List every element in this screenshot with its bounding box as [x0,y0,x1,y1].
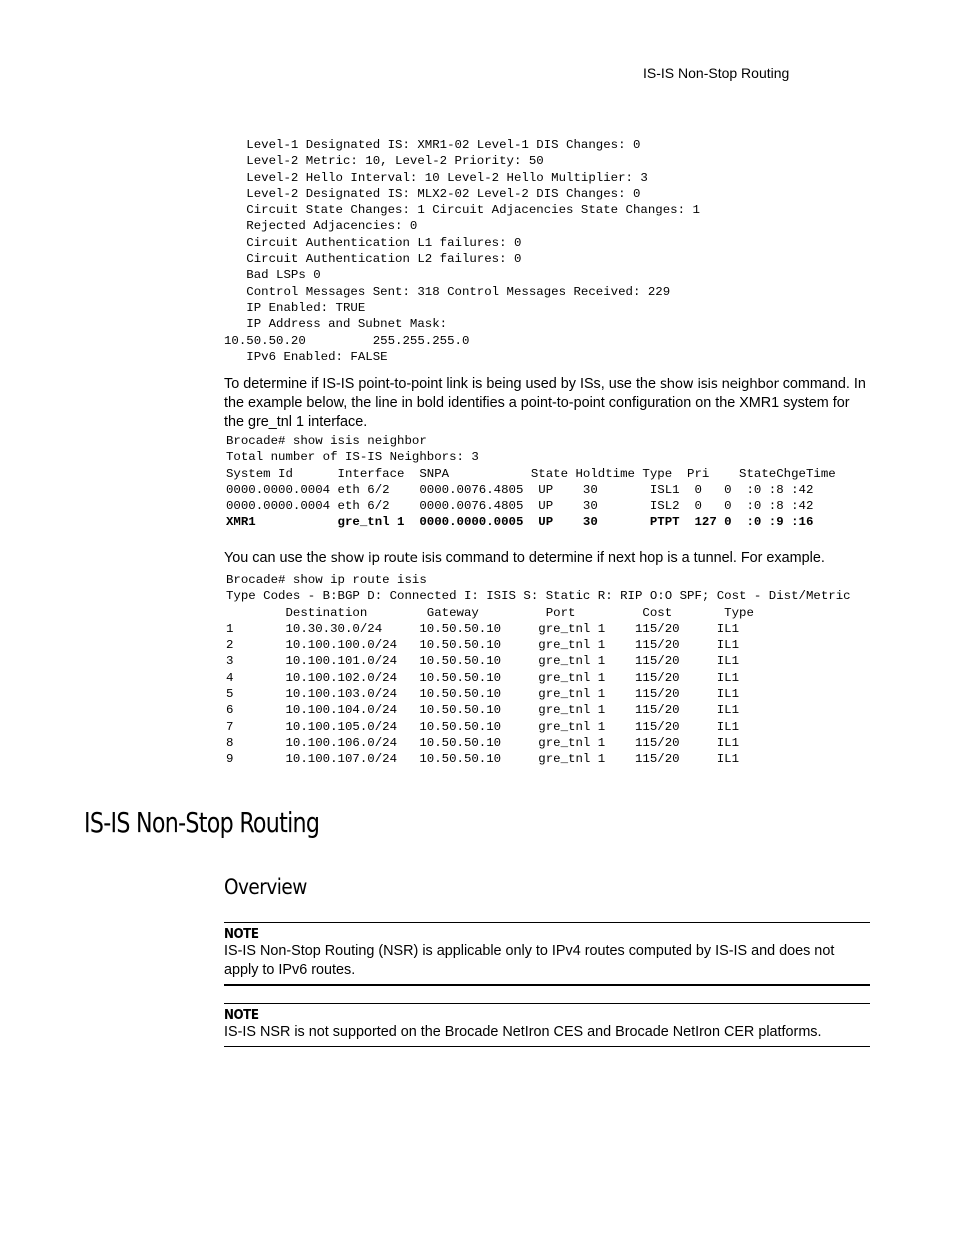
code-line: Level-1 Designated IS: XMR1-02 Level-1 DIS Changes: 0 [224,138,641,152]
code-line: Destination Gateway Port Cost Type [226,605,754,620]
code-line: IPv6 Enabled: FALSE [224,349,388,364]
code-line: IP Enabled: TRUE [224,300,366,315]
code-line: Brocade# show ip route isis [226,573,427,587]
paragraph-text: To determine if IS-IS point-to-point link is being used by ISs, use the [224,376,660,392]
running-header: IS-IS Non-Stop Routing [643,65,790,81]
note-box [224,922,870,986]
paragraph-text: You can use the [224,550,331,566]
note-box [224,1003,870,1047]
code-line: Circuit Authentication L1 failures: 0 [224,235,522,250]
paragraph-text: command. In the example below, the line in bold identifies a point-to-point configuration on the XMR1 system for the gre_tnl 1 interface. [224,376,866,430]
code-line: Brocade# show isis neighbor [226,434,427,448]
subsection-heading: Overview [224,875,307,899]
note-text: IS-IS NSR is not supported on the Brocade NetIron CES and Brocade NetIron CER platforms. [224,1024,822,1040]
code-line: 5 10.100.103.0/24 10.50.50.10 gre_tnl 1 115/20 IL1 [226,687,740,702]
code-line: Level-2 Metric: 10, Level-2 Priority: 50 [224,154,544,169]
note-label: NOTE [224,926,259,942]
code-line-bold: XMR1 gre_tnl 1 0000.0000.0005 UP 30 PTPT 127 0 :0 :9 :16 [226,515,814,530]
interface-output-block [224,137,700,365]
note-label: NOTE [224,1007,259,1023]
code-line: 4 10.100.102.0/24 10.50.50.10 gre_tnl 1 115/20 IL1 [226,670,740,685]
code-line: 10.50.50.20 255.255.255.0 [224,333,470,348]
code-line: Total number of IS-IS Neighbors: 3 [226,450,479,465]
code-line: Level-2 Designated IS: MLX2-02 Level-2 DIS Changes: 0 [224,186,641,201]
code-line: 7 10.100.105.0/24 10.50.50.10 gre_tnl 1 115/20 IL1 [226,719,740,734]
neighbor-output-block [226,433,836,531]
code-line: 0000.0000.0004 eth 6/2 0000.0076.4805 UP 30 ISL1 0 0 :0 :8 :42 [226,482,814,497]
paragraph-route-intro [224,549,870,568]
code-line: IP Address and Subnet Mask: [224,317,448,332]
code-line: Rejected Adjacencies: 0 [224,219,418,234]
code-line: Control Messages Sent: 318 Control Messages Received: 229 [224,284,671,299]
code-line: Bad LSPs 0 [224,268,321,283]
code-line: 0000.0000.0004 eth 6/2 0000.0076.4805 UP 30 ISL2 0 0 :0 :8 :42 [226,499,814,514]
code-line: Circuit Authentication L2 failures: 0 [224,252,522,267]
code-line: 1 10.30.30.0/24 10.50.50.10 gre_tnl 1 115/20 IL1 [226,621,740,636]
code-line: Level-2 Hello Interval: 10 Level-2 Hello Multiplier: 3 [224,170,648,185]
code-line: Type Codes - B:BGP D: Connected I: ISIS S: Static R: RIP O:O SPF; Cost - Dist/Metric [226,589,851,604]
code-line: Circuit State Changes: 1 Circuit Adjacencies State Changes: 1 [224,203,700,218]
code-line: 3 10.100.101.0/24 10.50.50.10 gre_tnl 1 115/20 IL1 [226,654,740,669]
paragraph-text: command to determine if next hop is a tunnel. For example. [441,550,825,566]
code-line: 8 10.100.106.0/24 10.50.50.10 gre_tnl 1 115/20 IL1 [226,735,740,750]
paragraph-neighbor-intro [224,375,870,432]
command-show-isis-neighbor: show isis neighbor [659,377,779,392]
code-line: 9 10.100.107.0/24 10.50.50.10 gre_tnl 1 115/20 IL1 [226,752,740,767]
code-line: System Id Interface SNPA State Holdtime Type Pri StateChgeTime [226,466,836,481]
route-output-block [226,572,851,768]
section-heading: IS-IS Non-Stop Routing [84,806,320,839]
command-show-ip-route-isis: show ip route isis [330,551,442,566]
note-text: IS-IS Non-Stop Routing (NSR) is applicable only to IPv4 routes computed by IS-IS and does not apply to IPv6 routes. [224,943,835,978]
code-line: 2 10.100.100.0/24 10.50.50.10 gre_tnl 1 115/20 IL1 [226,638,740,653]
code-line: 6 10.100.104.0/24 10.50.50.10 gre_tnl 1 115/20 IL1 [226,703,740,718]
